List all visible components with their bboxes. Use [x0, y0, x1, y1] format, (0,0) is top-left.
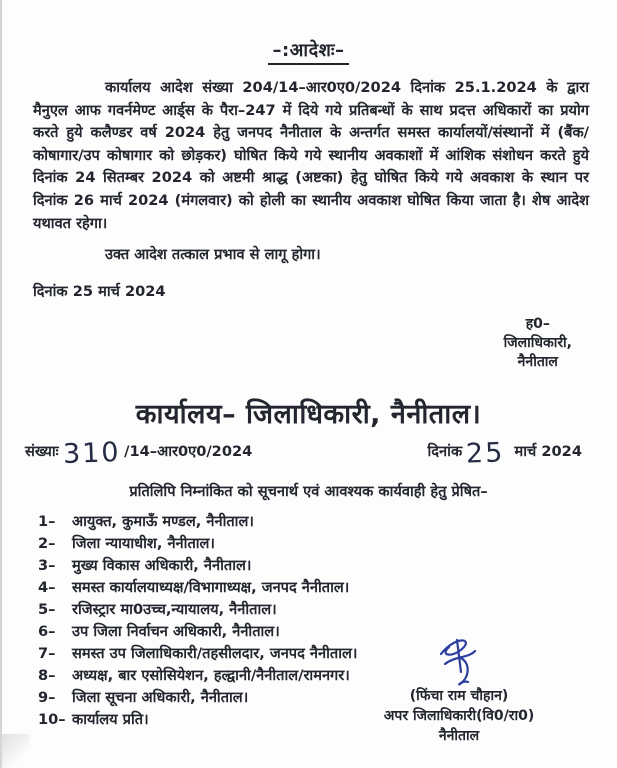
- signed-mark: ह0–: [525, 316, 550, 333]
- list-item: 4– समस्त कार्यालयाध्यक्ष/विभागाध्यक्ष, जनपद नैनीताल।: [38, 579, 350, 597]
- list-item: 3– मुख्य विकास अधिकारी, नैनीताल।: [38, 557, 252, 575]
- office-heading: कार्यालय– जिलाधिकारी, नैनीताल।: [135, 399, 482, 431]
- copy-forward-line: प्रतिलिपि निम्नांकित को सूचनार्थ एवं आवश्यक कार्यवाही हेतु प्रेषित–: [129, 483, 488, 501]
- number-rest: /14–आर0ए0/2024: [124, 442, 253, 460]
- reference-number-row: [25, 437, 582, 471]
- order-effect-paragraph: उक्त आदेश तत्काल प्रभाव से लागू होगा।: [105, 246, 321, 264]
- signatory-place: नैनीताल: [438, 728, 480, 744]
- list-item: 7– समस्त उप जिलाधिकारी/तहसीलदार, जनपद नैनीताल।: [38, 645, 358, 663]
- signed-by-block: [0, 315, 572, 372]
- list-item: 8– अध्यक्ष, बार एसोसियेशन, हल्द्वानी/नैनीताल/रामनगर।: [38, 667, 350, 685]
- list-item: 6– उप जिला निर्वाचन अधिकारी, नैनीताल।: [38, 623, 280, 641]
- scan-left-edge-line: [0, 0, 2, 768]
- signature-block: [349, 632, 569, 746]
- list-item: 5– रजिस्ट्रार मा0उच्च,न्यायालय, नैनीताल।: [38, 601, 277, 619]
- list-item: 1– आयुक्त, कुमाऊँ मण्डल, नैनीताल।: [38, 513, 254, 531]
- signed-designation: जिलाधिकारी,: [503, 335, 572, 352]
- signatory-designation: अपर जिलाधिकारी(वि0/रा0): [383, 708, 535, 724]
- order-main-paragraph: कार्यालय आदेश संख्या 204/14–आर0ए0/2024 दिनांक 25.1.2024 के द्वारा मैनुएल आफ गवर्नमेण्ट आर्ड्स के पैरा–247 में दिये गये प्रतिबन्धों के साथ प्रदत्त अधिकारों का प्रयोग करते हुये कलैण्डर वर्ष 2024 हेतु जनपद नैनीताल के अन्तर्गत समस्त कार्यालयों/संस्थानों में (बैंक/कोषागार/उप कोषागार को छोड़कर) घोषित किये गये स्थानीय अवकाशों में आंशिक संशोधन करते हुये दिनांक 24 सितम्बर 2024 को अष्टमी श्राद्ध (अष्टका) हेतु घोषित किये गये अवकाश के स्थान पर दिनांक 26 मार्च 2024 (मंगलवार) को होली का स्थानीय अवकाश घोषित किया जाता है। शेष आदेश यथावत रहेगा।: [33, 79, 589, 232]
- order-date-line: दिनांक 25 मार्च 2024: [33, 283, 166, 301]
- signatory-name: (फिंचा राम चौहान): [409, 688, 509, 704]
- list-item: 9– जिला सूचना अधिकारी, नैनीताल।: [38, 689, 249, 707]
- handwritten-date: 25: [465, 437, 506, 470]
- signed-place: नैनीताल: [517, 354, 558, 371]
- order-title: –:आदेशः–: [268, 38, 348, 65]
- scan-corner-smudge: [0, 734, 30, 768]
- handwritten-signature: [427, 632, 491, 690]
- handwritten-letter-number: 310: [62, 437, 121, 471]
- date-label: दिनांक: [427, 442, 463, 460]
- number-label: संख्याः: [25, 442, 59, 460]
- list-item: 2– जिला न्यायाधीश, नैनीताल।: [38, 535, 215, 553]
- list-item: 10– कार्यालय प्रति।: [38, 711, 149, 729]
- date-rest: मार्च 2024: [514, 442, 582, 460]
